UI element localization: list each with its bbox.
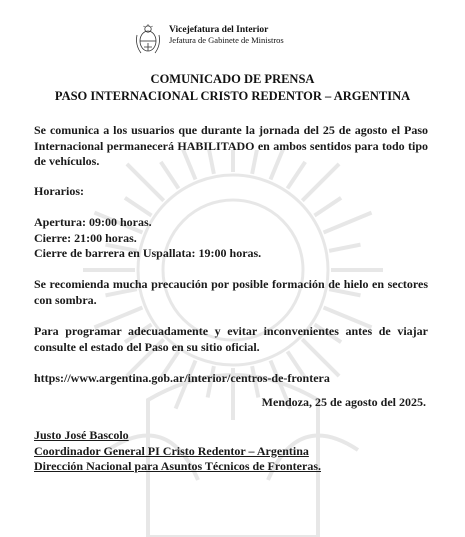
schedule-item: Cierre: 21:00 horas. (34, 230, 137, 245)
schedule-list (34, 215, 428, 262)
title-line-1: COMUNICADO DE PRENSA (150, 72, 315, 86)
caution-paragraph: Se recomienda mucha precaución por posible formación de hielo en sectores con sombra. (34, 277, 428, 307)
coat-of-arms-icon (133, 23, 163, 56)
signatory-name: Justo José Bascolo (34, 428, 129, 442)
schedule-item: Cierre de barrera en Uspallata: 19:00 horas. (34, 246, 262, 260)
official-site-link[interactable]: https://www.argentina.gob.ar/interior/centros-de-frontera (34, 371, 330, 385)
signature-block (34, 428, 428, 475)
document-title (0, 71, 465, 105)
advice-paragraph: Para programar adecuadamente y evitar inconvenientes antes de viajar consulte el estado del Paso en su sitio oficial. (34, 324, 428, 354)
title-line-2: PASO INTERNACIONAL CRISTO REDENTOR – ARGENTINA (54, 89, 411, 103)
schedule-item: Apertura: 09:00 horas. (34, 215, 152, 229)
org-name: Vicejefatura del Interior (169, 25, 269, 35)
org-subtitle: Jefatura de Gabinete de Ministros (169, 35, 284, 45)
intro-paragraph: Se comunica a los usuarios que durante la jornada del 25 de agosto el Paso Internacional permanecerá HABILITADO en ambos sentidos para todo tipo de vehículos. (34, 123, 428, 168)
horarios-label: Horarios: (34, 184, 84, 198)
signatory-office: Dirección Nacional para Asuntos Técnicos de Fronteras. (34, 459, 321, 473)
signatory-role: Coordinador General PI Cristo Redentor – Argentina (34, 443, 309, 458)
letterhead (133, 23, 284, 56)
date-line: Mendoza, 25 de agosto del 2025. (261, 395, 426, 409)
